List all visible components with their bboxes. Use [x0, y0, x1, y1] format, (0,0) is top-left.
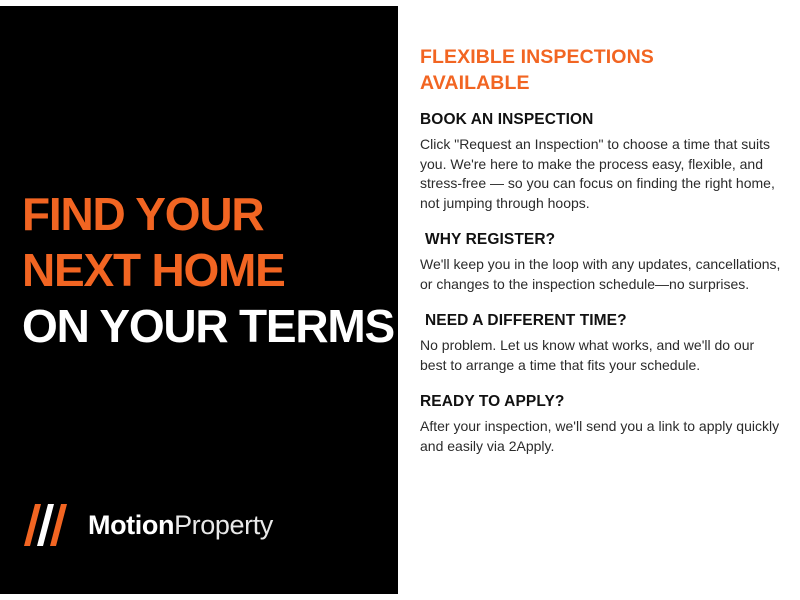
- section-body-book-an-inspection: Click "Request an Inspection" to choose a time that suits you. We're here to make the process easy, flexible, and stress-free — so you can focus on finding the right home, not jumping through hoops.: [420, 135, 775, 212]
- section-heading-book-an-inspection: BOOK AN INSPECTION: [420, 110, 594, 128]
- brand-logo-text: [88, 509, 273, 540]
- content-panel: [398, 0, 800, 600]
- motion-mark-icon: [24, 504, 78, 546]
- section-need-a-different-time: [420, 312, 782, 376]
- hero-headline-line-3: ON YOUR TERMS: [22, 300, 395, 353]
- section-why-register: [420, 231, 782, 295]
- section-book-an-inspection: [420, 111, 782, 215]
- section-heading-need-a-different-time: NEED A DIFFERENT TIME?: [425, 311, 627, 329]
- section-body-need-a-different-time: No problem. Let us know what works, and we'll do our best to arrange a time that fits your schedule.: [420, 336, 755, 373]
- brand-logo: [24, 504, 273, 546]
- hero-headline: [22, 186, 395, 354]
- section-body-ready-to-apply: After your inspection, we'll send you a link to apply quickly and easily via 2Apply.: [420, 417, 780, 454]
- section-heading-why-register: WHY REGISTER?: [425, 231, 556, 249]
- content-eyebrow: FLEXIBLE INSPECTIONS AVAILABLE: [420, 46, 654, 95]
- section-heading-ready-to-apply: READY TO APPLY?: [420, 392, 565, 410]
- hero-panel: [0, 6, 398, 594]
- hero-headline-line-1: FIND YOUR: [22, 188, 264, 240]
- section-body-why-register: We'll keep you in the loop with any updates, cancellations, or changes to the inspection schedule—no surprises.: [420, 256, 781, 292]
- section-ready-to-apply: [420, 393, 782, 457]
- brand-name-light: Property: [174, 509, 273, 540]
- hero-headline-line-2: NEXT HOME: [22, 244, 285, 297]
- brand-name-bold: Motion: [88, 509, 175, 540]
